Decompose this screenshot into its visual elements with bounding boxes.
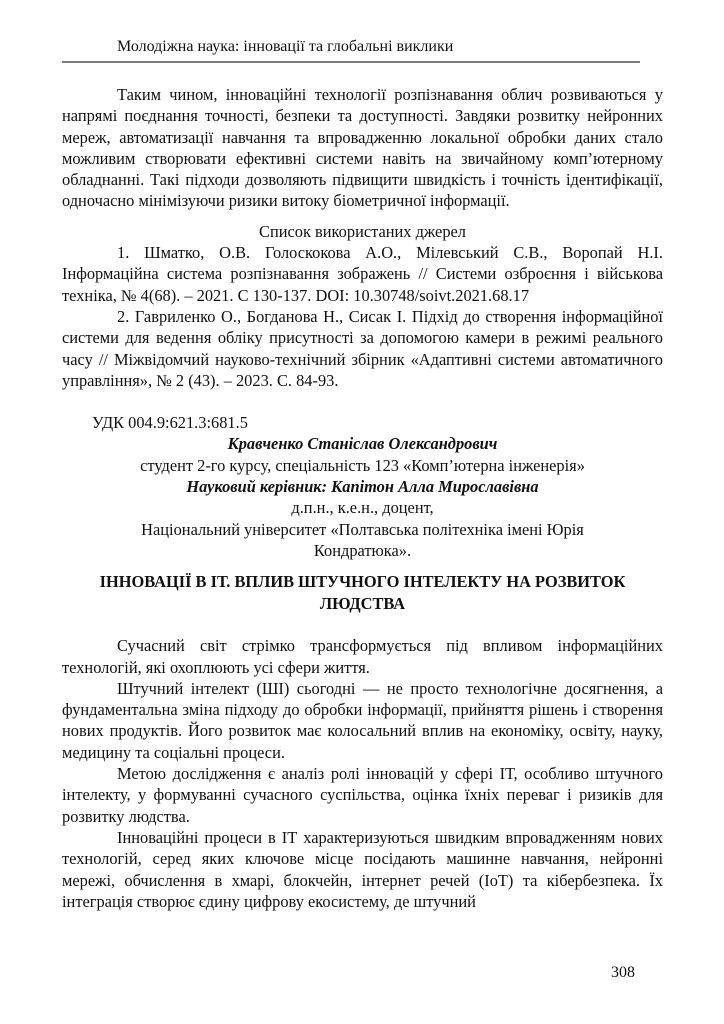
article-paragraph-1: Сучасний світ стрімко трансформується під впливом інформаційних технологій, які охоплюють усі сфери життя. (62, 636, 663, 677)
author-name: Кравченко Станіслав Олександрович (227, 434, 498, 454)
reference-item-1: 1. Шматко, О.В. Голоскокова А.О., Мілевський С.В., Воропай Н.І. Інформаційна система розпізнавання зображень // Системи озброєння і військова техніка, № 4(68). – 2021. С 130-137. DOI: 10.30748/soivt.2021.68.17 (62, 243, 663, 305)
article-title: ІННОВАЦІЇ В ІТ. ВПЛИВ ШТУЧНОГО ІНТЕЛЕКТУ НА РОЗВИТОК ЛЮДСТВА (99, 572, 626, 614)
udc-code: УДК 004.9:621.3:681.5 (92, 413, 248, 433)
article-paragraph-3: Метою дослідження є аналіз ролі інновацій у сфері ІТ, особливо штучного інтелекту, у формуванні сучасного суспільства, оцінка їхніх переваг і ризиків для розвитку людства. (62, 764, 663, 826)
running-header-text: Молодіжна наука: інновації та глобальні виклики (117, 38, 454, 55)
article-paragraph-2: Штучний інтелект (ШІ) сьогодні — не просто технологічне досягнення, а фундаментальна зміна підходу до обробки інформації, прийняття рішень і створення нових продуктів. Його розвиток має колосальний вплив на економіку, освіту, науку, медицину та соціальні процеси. (62, 678, 663, 762)
page-content (62, 84, 663, 912)
reference-item-2: 2. Гавриленко О., Богданова Н., Сисак І. Підхід до створення інформаційної системи для ведення обліку присутності за допомогою камери в режимі реального часу // Міжвідомчий науково-технічний збірник «Адаптивні системи автоматичного управління», № 2 (43). – 2023. С. 84-93. (62, 306, 663, 390)
article-paragraph-4: Інноваційні процеси в ІТ характеризуються швидким впровадженням нових технологій, серед яких ключове місце посідають машинне навчання, нейронні мережі, обчислення в хмарі, блокчейн, інтернет речей (ІоТ) та кібербезпека. Їх інтеграція створює єдину цифрову екосистему, де штучний (62, 827, 663, 911)
affiliation: Національний університет «Полтавська політехніка імені Юрія Кондратюка». (141, 519, 584, 560)
supervisor-line: Науковий керівник: Капітон Алла Мирославівна (186, 477, 539, 497)
closing-paragraph: Таким чином, інноваційні технології розпізнавання облич розвиваються у напрямі поєднання точності, безпеки та доступності. Завдяки розвитку нейронних мереж, автоматизації навчання та впровадженню локальної обробки даних стало можливим створювати ефективні системи навіть на звичайному комп’ютерному обладнанні. Такі підходи дозволяють підвищити швидкість і точність ідентифікації, одночасно мінімізуючи ризики витоку біометричної інформації. (62, 85, 663, 211)
running-header (62, 37, 640, 63)
references-heading: Список використаних джерел (259, 221, 466, 241)
supervisor-degrees: д.п.н., к.е.н., доцент, (291, 498, 434, 518)
page-number: 308 (611, 964, 635, 981)
author-details: студент 2-го курсу, спеціальність 123 «Комп’ютерна інженерія» (140, 455, 585, 475)
